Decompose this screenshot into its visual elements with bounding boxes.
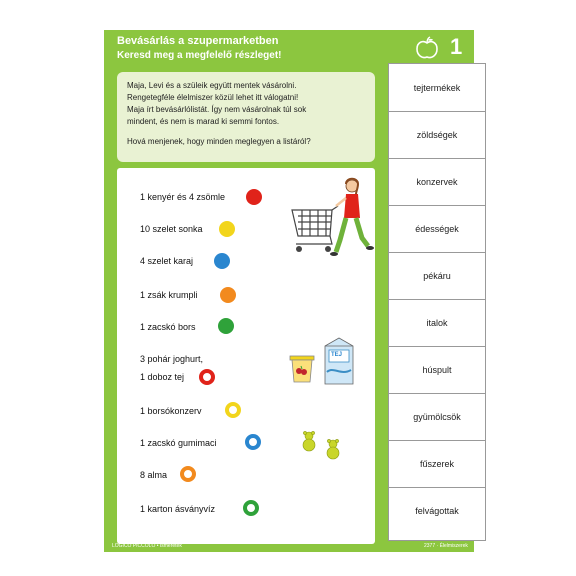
department-cell[interactable]: konzervek xyxy=(389,158,485,206)
apple-icon xyxy=(414,35,440,61)
color-marker[interactable] xyxy=(225,402,241,418)
department-cell[interactable]: édességek xyxy=(389,205,485,253)
color-marker[interactable] xyxy=(246,189,262,205)
list-item: 8 alma xyxy=(140,470,168,480)
color-marker[interactable] xyxy=(180,466,196,482)
color-marker[interactable] xyxy=(218,318,234,334)
department-column xyxy=(388,63,486,541)
list-item: 1 zacskó gumimaci xyxy=(140,438,217,448)
department-cell[interactable]: zöldségek xyxy=(389,111,485,159)
yogurt-cup-icon xyxy=(289,354,315,384)
intro-line: Maja, Levi és a szüleik együtt mentek vásárolni. xyxy=(127,81,297,90)
department-cell[interactable]: felvágottak xyxy=(415,505,459,516)
department-cell[interactable]: húspult xyxy=(389,346,485,394)
list-item: 1 kenyér és 4 zsömle xyxy=(140,192,226,202)
color-marker[interactable] xyxy=(214,253,230,269)
department-cell[interactable]: italok xyxy=(389,299,485,347)
gummy-bears-icon xyxy=(300,430,346,462)
department-cell[interactable]: fűszerek xyxy=(389,440,485,488)
list-item: 1 karton ásványvíz xyxy=(140,504,216,514)
list-item: 1 borsókonzerv xyxy=(140,406,202,416)
milk-carton-icon xyxy=(321,336,357,386)
intro-line: Maja írt bevásárlólistát. Így nem vásárolnak túl sok xyxy=(127,105,307,114)
intro-line: Rengetegféle élelmiszer közül lehet itt válogatni! xyxy=(127,93,299,102)
footer-code: 2377 · Élelmiszerek xyxy=(424,543,468,549)
list-item: 10 szelet sonka xyxy=(140,224,203,234)
color-marker[interactable] xyxy=(199,369,215,385)
page-title: Bevásárlás a szupermarketben xyxy=(117,35,279,47)
girl-with-cart-icon xyxy=(288,174,374,260)
list-item: 4 szelet karaj xyxy=(140,256,194,266)
department-cell[interactable]: tejtermékek xyxy=(389,64,485,112)
department-cell[interactable]: gyümölcsök xyxy=(389,393,485,441)
list-item: 1 doboz tej xyxy=(140,372,185,382)
page-number: 1 xyxy=(450,34,463,59)
milk-label: TEJ xyxy=(331,352,343,358)
color-marker[interactable] xyxy=(220,287,236,303)
intro-box xyxy=(117,72,375,162)
footer-brand: LOGICO PICCOLO • Ismeretek xyxy=(112,543,182,549)
page-subtitle: Keresd meg a megfelelő részleget! xyxy=(117,50,282,61)
intro-line: mindent, és nem is marad ki semmi fontos. xyxy=(127,117,280,126)
color-marker[interactable] xyxy=(243,500,259,516)
color-marker[interactable] xyxy=(245,434,261,450)
intro-question: Hová menjenek, hogy minden meglegyen a listáról? xyxy=(127,137,311,146)
color-marker[interactable] xyxy=(219,221,235,237)
list-item: 1 zacskó bors xyxy=(140,322,196,332)
list-item: 1 zsák krumpli xyxy=(140,290,198,300)
list-item: 3 pohár joghurt, xyxy=(140,354,204,364)
department-cell[interactable]: pékáru xyxy=(389,252,485,300)
